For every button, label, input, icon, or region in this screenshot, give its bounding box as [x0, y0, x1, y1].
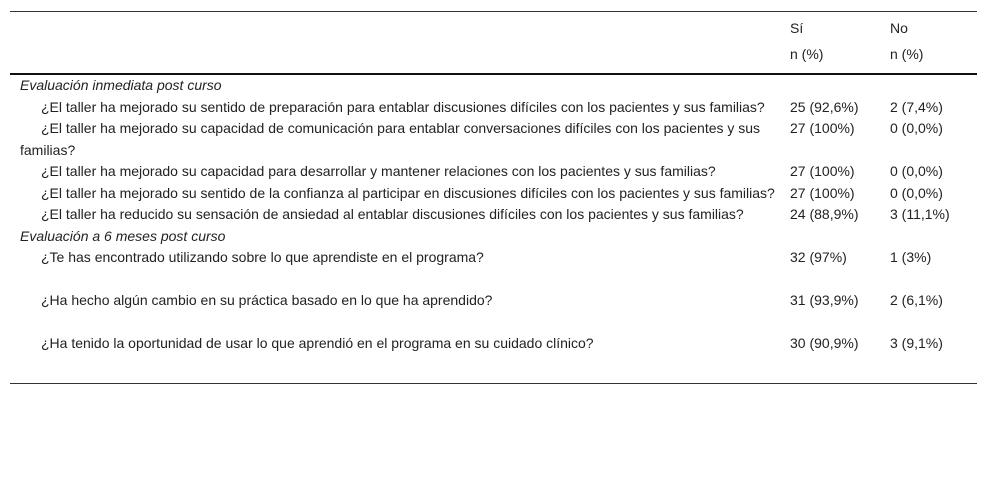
yes-cell: 24 (88,9%)	[790, 206, 859, 222]
no-cell: 0 (0,0%)	[890, 163, 943, 179]
section-title: Evaluación a 6 meses post curso	[20, 227, 226, 244]
table-row	[10, 247, 977, 290]
no-cell: 2 (7,4%)	[890, 98, 943, 115]
question-cell: ¿El taller ha mejorado su sentido de preparación para entablar discusiones difíciles con los pacientes y sus familias?	[41, 98, 765, 115]
yes-cell: 25 (92,6%)	[790, 98, 859, 115]
yes-cell: 30 (90,9%)	[790, 335, 859, 351]
yes-cell: 27 (100%)	[790, 163, 855, 179]
no-cell: 1 (3%)	[890, 249, 932, 265]
header-yes: Sí	[790, 20, 804, 36]
section-row	[10, 74, 977, 97]
table-row	[10, 333, 977, 384]
no-cell: 2 (6,1%)	[890, 292, 943, 308]
question-cell: ¿Te has encontrado utilizando sobre lo que aprendiste en el programa?	[41, 249, 484, 265]
yes-cell: 27 (100%)	[790, 120, 855, 136]
section-row	[10, 226, 977, 248]
header-empty	[10, 12, 780, 40]
table-row	[10, 97, 977, 119]
no-cell: 0 (0,0%)	[890, 184, 943, 201]
no-cell: 0 (0,0%)	[890, 120, 943, 136]
question-cell: ¿El taller ha mejorado su capacidad de comunicación para entablar conversaciones difíciles con los pacientes y sus familias?	[20, 120, 761, 158]
section-title: Evaluación inmediata post curso	[20, 77, 222, 93]
table-row	[10, 118, 977, 161]
header-row	[10, 12, 977, 40]
yes-cell: 32 (97%)	[790, 249, 847, 265]
no-cell: 3 (9,1%)	[890, 335, 943, 351]
table-row	[10, 290, 977, 333]
header-yes-unit: n (%)	[790, 46, 824, 62]
header-unit-row	[10, 39, 977, 74]
yes-cell: 31 (93,9%)	[790, 292, 859, 308]
table-row	[10, 183, 977, 205]
header-no-unit: n (%)	[890, 46, 924, 62]
question-cell: ¿El taller ha mejorado su capacidad para desarrollar y mantener relaciones con los pacientes y sus familias?	[41, 163, 716, 179]
question-cell: ¿El taller ha reducido su sensación de ansiedad al entablar discusiones difíciles con los pacientes y sus familias?	[41, 206, 744, 222]
results-table	[10, 11, 977, 384]
table-row	[10, 161, 977, 183]
question-cell: ¿El taller ha mejorado su sentido de la confianza al participar en discusiones difíciles con los pacientes y sus familias?	[41, 184, 775, 201]
table-row	[10, 204, 977, 226]
question-cell: ¿Ha hecho algún cambio en su práctica basado en lo que ha aprendido?	[41, 292, 493, 308]
header-no: No	[890, 20, 908, 36]
no-cell: 3 (11,1%)	[890, 206, 950, 222]
question-cell: ¿Ha tenido la oportunidad de usar lo que aprendió en el programa en su cuidado clínico?	[41, 335, 594, 351]
yes-cell: 27 (100%)	[790, 184, 855, 201]
